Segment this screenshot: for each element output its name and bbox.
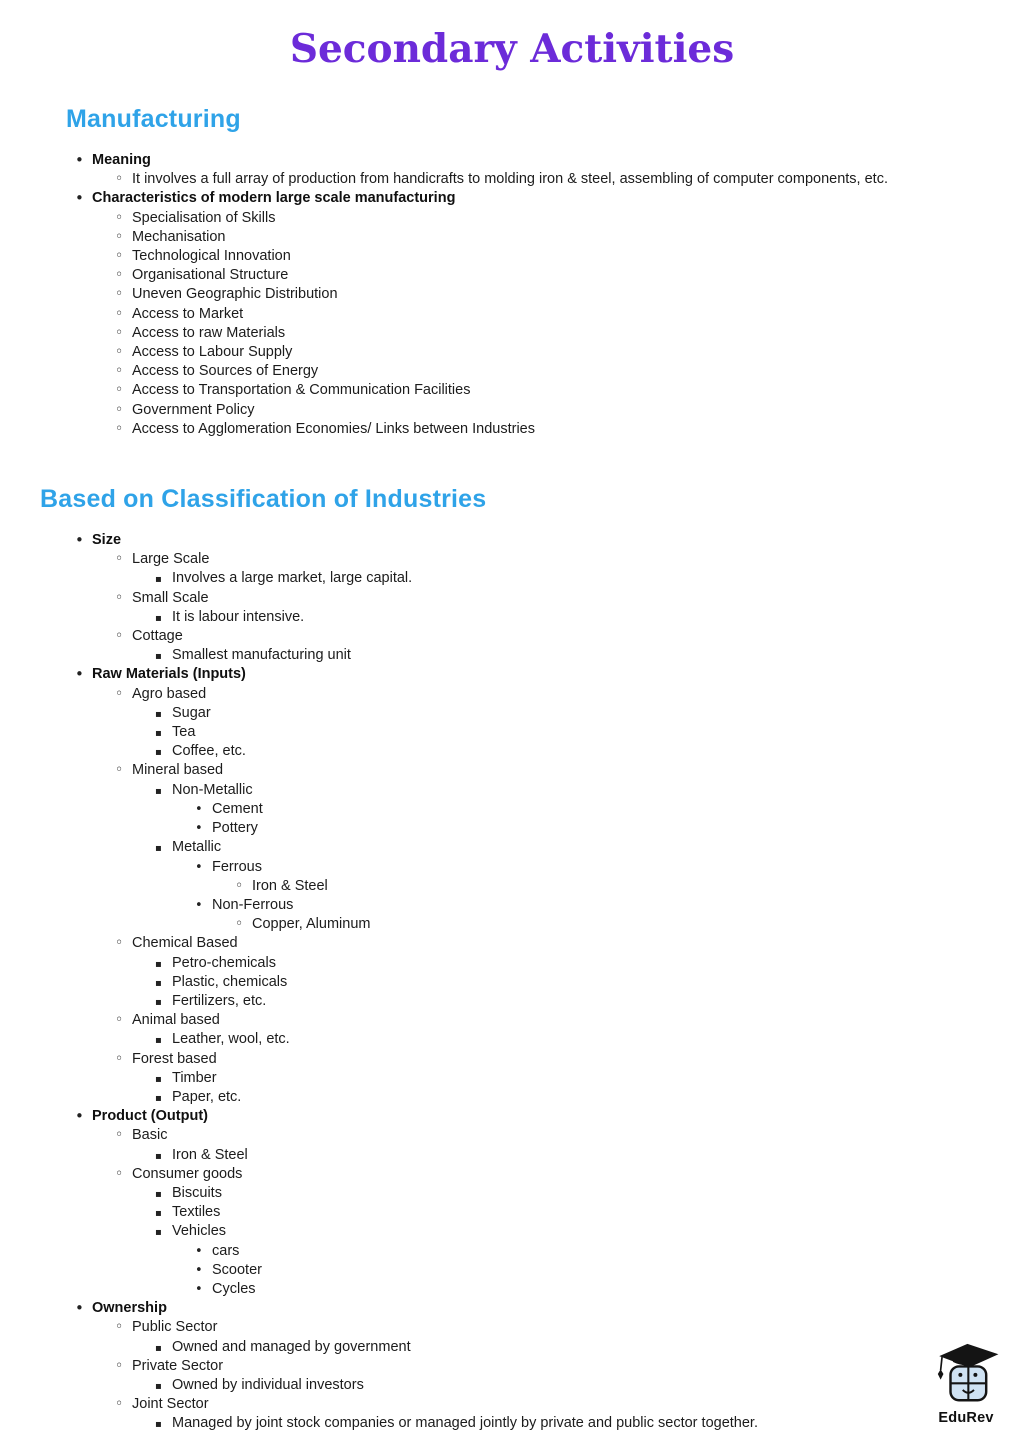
list-item	[115, 362, 1024, 381]
list-item	[155, 1184, 1024, 1203]
list-item	[155, 781, 1024, 839]
list-item-text: Metallic	[172, 839, 222, 856]
list-item	[115, 1395, 1024, 1433]
list-item	[155, 1222, 1024, 1299]
list-item	[75, 151, 1024, 189]
list-item-text: Non-Ferrous	[212, 896, 294, 913]
list-item	[75, 189, 1024, 439]
list-item-text: Smallest manufacturing unit	[172, 647, 351, 664]
list-item	[195, 1242, 1024, 1261]
list-item-text: Vehicles	[172, 1223, 227, 1240]
list-item	[195, 800, 1024, 819]
list-item	[155, 1069, 1024, 1088]
list-item-text: Mechanisation	[132, 228, 226, 245]
list-item	[155, 569, 1024, 588]
list-item-text: Basic	[132, 1127, 168, 1144]
list-item-text: Involves a large market, large capital.	[172, 570, 413, 587]
list-item-text: Sugar	[172, 704, 211, 721]
list-item-text: Organisational Structure	[132, 267, 289, 284]
list-item-text: Leather, wool, etc.	[172, 1031, 290, 1048]
list-item-text: Consumer goods	[132, 1165, 243, 1182]
list-item	[155, 1146, 1024, 1165]
list-item-text: Scooter	[212, 1261, 262, 1278]
list-item	[115, 1050, 1024, 1108]
list-item	[195, 1280, 1024, 1299]
list-item	[75, 1299, 1024, 1433]
list-item-text: Uneven Geographic Distribution	[132, 286, 338, 303]
list-item	[115, 285, 1024, 304]
list-item	[115, 550, 1024, 588]
list-item	[155, 704, 1024, 723]
list-item-text: Access to Transportation & Communication Facilities	[132, 382, 471, 399]
page-title: Secondary Activities	[289, 26, 735, 72]
list-item-text: Paper, etc.	[172, 1088, 242, 1105]
list-item-text: Access to Market	[132, 305, 244, 322]
list-item-text: Characteristics of modern large scale manufacturing	[92, 190, 456, 207]
list-item	[115, 627, 1024, 665]
list-item-text: Specialisation of Skills	[132, 209, 276, 226]
section-heading-classification: Based on Classification of Industries	[40, 485, 487, 514]
list-item	[115, 228, 1024, 247]
list-item	[155, 1088, 1024, 1107]
list-item	[155, 1414, 1024, 1433]
list-item-text: Cycles	[212, 1280, 256, 1297]
list-item	[155, 1376, 1024, 1395]
list-item	[155, 723, 1024, 742]
list-item-text: Product (Output)	[92, 1108, 208, 1125]
list-item	[115, 324, 1024, 343]
list-item	[115, 1165, 1024, 1299]
list-item	[115, 420, 1024, 439]
list-item-text: cars	[212, 1242, 240, 1259]
list-item	[155, 954, 1024, 973]
list-item-text: Biscuits	[172, 1184, 222, 1201]
list-item-text: Animal based	[132, 1012, 220, 1029]
list-item	[115, 401, 1024, 420]
list-item	[155, 838, 1024, 934]
list-item-text: Private Sector	[132, 1357, 224, 1374]
list-item	[75, 665, 1024, 1107]
list-item	[155, 646, 1024, 665]
list-item-text: Public Sector	[132, 1319, 218, 1336]
list-item-text: Mineral based	[132, 762, 224, 779]
list-item	[155, 1203, 1024, 1222]
list-item	[235, 877, 1024, 896]
list-item	[75, 531, 1024, 665]
list-item	[115, 761, 1024, 934]
list-item-text: Coffee, etc.	[172, 743, 246, 760]
list-item	[195, 1261, 1024, 1280]
list-item-text: Timber	[172, 1069, 217, 1086]
list-item-text: Small Scale	[132, 589, 209, 606]
list-item	[155, 1030, 1024, 1049]
list-item	[155, 973, 1024, 992]
list-item-text: Managed by joint stock companies or managed jointly by private and public sector together.	[172, 1415, 758, 1432]
section-heading-manufacturing: Manufacturing	[66, 105, 241, 133]
list-item-text: Pottery	[212, 820, 258, 837]
edurev-logo	[924, 1342, 1008, 1426]
list-item-text: Large Scale	[132, 551, 210, 568]
list-item-text: Forest based	[132, 1050, 217, 1067]
list-item	[195, 819, 1024, 838]
list-item-text: Cement	[212, 800, 263, 817]
list-item	[115, 1357, 1024, 1395]
list-item-text: Access to Agglomeration Economies/ Links between Industries	[132, 420, 535, 437]
list-item-text: Petro-chemicals	[172, 954, 276, 971]
list-item-text: Raw Materials (Inputs)	[92, 666, 246, 683]
list-item-text: Access to Labour Supply	[132, 344, 293, 361]
list-item-text: Meaning	[92, 152, 151, 168]
list-item-text: Copper, Aluminum	[252, 916, 371, 933]
list-item	[115, 589, 1024, 627]
list-item	[115, 343, 1024, 362]
list-item-text: Cottage	[132, 628, 183, 645]
list-item	[115, 266, 1024, 285]
list-item-text: Access to Sources of Energy	[132, 363, 319, 380]
list-item	[115, 247, 1024, 266]
list-item	[155, 1338, 1024, 1357]
list-item	[115, 209, 1024, 228]
classification-list	[75, 531, 1024, 1434]
edurev-logo-text: EduRev	[938, 1410, 994, 1426]
list-item-text: Owned by individual investors	[172, 1376, 364, 1393]
list-item-text: Iron & Steel	[252, 877, 328, 894]
list-item	[155, 742, 1024, 761]
list-item	[155, 992, 1024, 1011]
list-item-text: Joint Sector	[132, 1396, 209, 1413]
list-item-text: Ownership	[92, 1300, 167, 1317]
list-item-text: Government Policy	[132, 401, 255, 418]
list-item-text: Chemical Based	[132, 935, 238, 952]
list-item	[115, 1011, 1024, 1049]
list-item-text: Technological Innovation	[132, 248, 291, 265]
list-item-text: It involves a full array of production from handicrafts to molding iron & steel, assembling of computer components, etc.	[132, 171, 888, 188]
list-item	[75, 1107, 1024, 1299]
list-item-text: Textiles	[172, 1204, 221, 1221]
list-item-text: Tea	[172, 724, 196, 741]
list-item-text: Fertilizers, etc.	[172, 992, 267, 1009]
list-item	[115, 1126, 1024, 1164]
list-item	[195, 858, 1024, 896]
list-item	[115, 305, 1024, 324]
list-item-text: Non-Metallic	[172, 781, 253, 798]
list-item-text: Access to raw Materials	[132, 324, 286, 341]
list-item-text: Owned and managed by government	[172, 1338, 411, 1355]
graduation-cap-books-icon	[930, 1342, 1002, 1404]
list-item	[115, 934, 1024, 1011]
list-item	[115, 1318, 1024, 1356]
list-item-text: Plastic, chemicals	[172, 973, 288, 990]
list-item-text: Size	[92, 532, 122, 549]
list-item-text: Ferrous	[212, 858, 262, 875]
list-item-text: It is labour intensive.	[172, 608, 305, 625]
manufacturing-list	[75, 151, 1024, 439]
list-item	[235, 915, 1024, 934]
list-item-text: Iron & Steel	[172, 1146, 248, 1163]
list-item	[115, 381, 1024, 400]
list-item	[155, 608, 1024, 627]
list-item	[195, 896, 1024, 934]
list-item-text: Agro based	[132, 685, 207, 702]
list-item	[115, 685, 1024, 762]
list-item	[115, 170, 1024, 189]
